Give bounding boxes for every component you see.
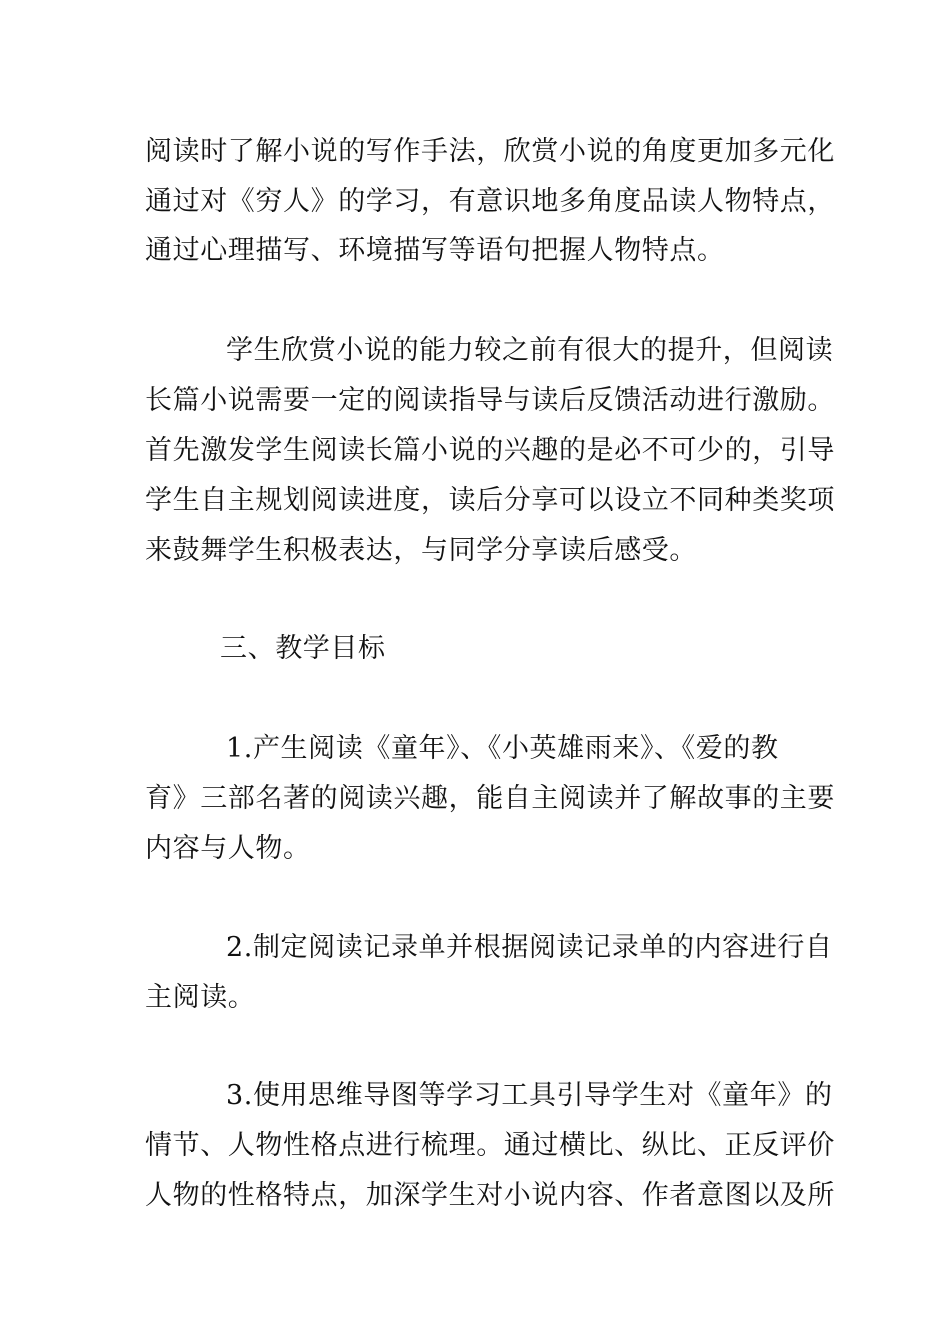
text-line: 通过对《穷人》的学习，有意识地多角度品读人物特点， [145, 186, 835, 217]
text-line: 育》三部名著的阅读兴趣，能自主阅读并了解故事的主要 [145, 783, 835, 814]
text-line: 1.产生阅读《童年》、《小英雄雨来》、《爱的教 [226, 733, 779, 764]
section-heading: 三、教学目标 [220, 633, 386, 664]
text-line: 人物的性格特点，加深学生对小说内容、作者意图以及所 [145, 1180, 835, 1211]
text-line: 通过心理描写、环境描写等语句把握人物特点。 [145, 235, 725, 266]
text-line: 内容与人物。 [145, 833, 311, 864]
text-line: 来鼓舞学生积极表达，与同学分享读后感受。 [145, 535, 697, 566]
text-line: 学生自主规划阅读进度，读后分享可以设立不同种类奖项 [145, 485, 835, 516]
text-line: 情节、人物性格点进行梳理。通过横比、纵比、正反评价 [145, 1130, 835, 1161]
text-line: 首先激发学生阅读长篇小说的兴趣的是必不可少的，引导 [145, 435, 835, 466]
text-line: 长篇小说需要一定的阅读指导与读后反馈活动进行激励。 [145, 385, 835, 416]
text-line: 主阅读。 [145, 982, 256, 1013]
text-line: 学生欣赏小说的能力较之前有很大的提升，但阅读 [226, 335, 834, 366]
text-line: 2.制定阅读记录单并根据阅读记录单的内容进行自 [226, 932, 833, 963]
text-line: 阅读时了解小说的写作手法，欣赏小说的角度更加多元化 [145, 136, 835, 167]
text-line: 3.使用思维导图等学习工具引导学生对《童年》的 [226, 1080, 833, 1111]
